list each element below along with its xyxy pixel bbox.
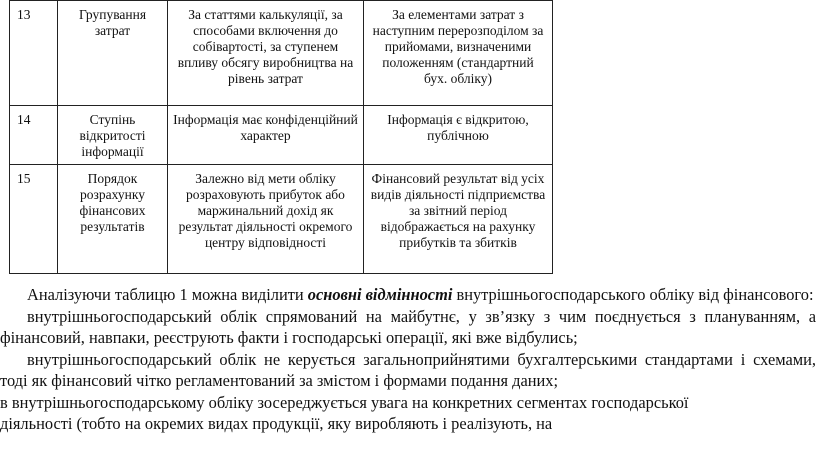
row-number: 13 — [10, 1, 58, 106]
emphasis-main-differences: основні відмінності — [307, 285, 453, 304]
intro-text-before: Аналізуючи таблицю 1 можна виділити — [27, 285, 308, 304]
management-accounting-cell: Інформація має конфіденційний характер — [168, 106, 364, 165]
table-row — [10, 106, 553, 165]
criterion-cell: Ступінь відкритості інформації — [58, 106, 168, 165]
difference-point-1: внутрішньогосподарський облік спрямований на майбутнє, у зв’язку з чим поєднується з плануванням, а фінансовий, навпаки, реєструють факти і господарські операції, які вже відбулись; — [0, 306, 816, 347]
intro-text-after: внутрішньогосподарського обліку від фінансового: — [452, 285, 814, 304]
management-accounting-cell: Залежно від мети обліку розраховують прибуток або маржинальний дохід як результат діяльності окремого центру відповідності — [168, 165, 364, 274]
financial-accounting-cell: Фінансовий результат від усіх видів діяльності підприємства за звітний період відображається на рахунку прибутків та збитків — [364, 165, 553, 274]
criterion-cell: Порядок розрахунку фінансових результатів — [58, 165, 168, 274]
financial-accounting-cell: Інформація є відкритою, публічною — [364, 106, 553, 165]
difference-point-3-line-2: діяльності (тобто на окремих видах продукції, яку виробляють і реалізують, на — [0, 414, 553, 433]
row-number: 14 — [10, 106, 58, 165]
intro-paragraph — [0, 284, 816, 306]
row-number: 15 — [10, 165, 58, 274]
table-row — [10, 165, 553, 274]
financial-accounting-cell: За елементами затрат з наступним перерозподілом за прийомами, визначеними положенням (стандартний бух. обліку) — [364, 1, 553, 106]
management-accounting-cell: За статтями калькуляції, за способами включення до собівартості, за ступенем впливу обсягу виробництва на рівень затрат — [168, 1, 364, 106]
comparison-table — [9, 0, 553, 274]
difference-point-2: внутрішньогосподарський облік не керується загальноприйнятими бухгалтерськими стандартами і схемами, тоді як фінансовий чітко регламентований за змістом і формами подання даних; — [0, 349, 816, 390]
difference-point-3-line-1: в внутрішньогосподарському обліку зосереджується увага на конкретних сегментах господарської — [0, 392, 689, 412]
table-row — [10, 1, 553, 106]
criterion-cell: Групування затрат — [58, 1, 168, 106]
body-text — [0, 284, 816, 435]
